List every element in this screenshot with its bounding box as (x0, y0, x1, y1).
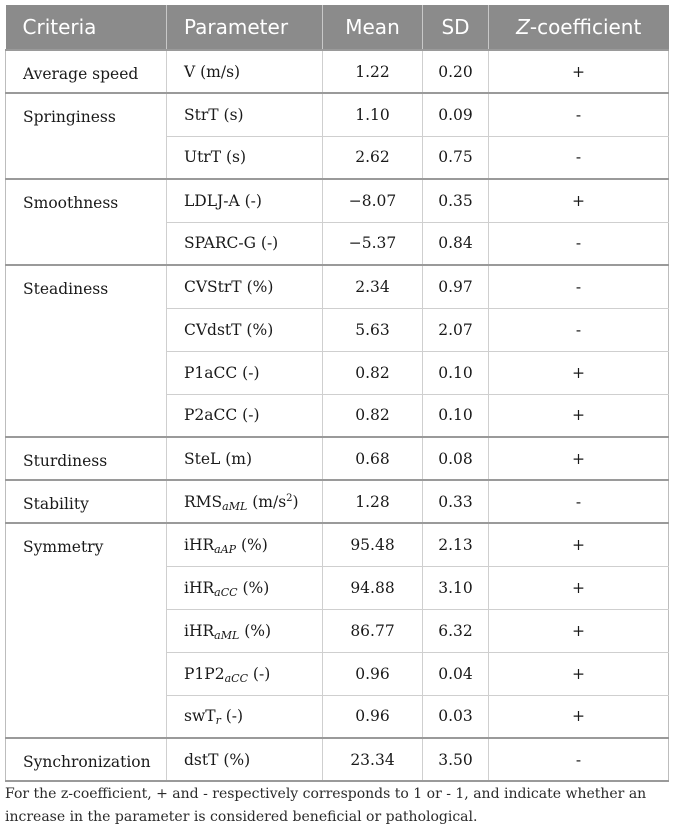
table-header (6, 5, 669, 50)
sd-cell: 2.13 (423, 523, 489, 566)
table-row (6, 93, 669, 136)
parameter-base: iHR (184, 578, 215, 597)
mean-cell: 23.34 (323, 738, 423, 781)
header-row (6, 5, 669, 50)
sd-cell: 3.10 (423, 566, 489, 609)
parameter-sub: r (215, 714, 221, 728)
parameter-cell: V (m/s) (167, 50, 323, 93)
z-coefficient-cell: + (489, 523, 669, 566)
table-row (6, 437, 669, 480)
parameter-cell: CVdstT (%) (167, 308, 323, 351)
header-z-coefficient (489, 5, 669, 50)
sd-cell: 0.09 (423, 93, 489, 136)
z-coefficient-cell: + (489, 50, 669, 93)
parameter-sup: 2 (286, 492, 293, 504)
sd-cell: 0.84 (423, 222, 489, 265)
table-row (6, 179, 669, 222)
table-row (6, 480, 669, 523)
parameter-base: iHR (184, 621, 215, 640)
z-coefficient-cell: - (489, 265, 669, 308)
mean-cell: 2.34 (323, 265, 423, 308)
sd-cell: 0.97 (423, 265, 489, 308)
parameter-tail: (-) (248, 664, 271, 683)
z-coefficient-cell: + (489, 437, 669, 480)
header-parameter: Parameter (167, 5, 323, 50)
header-sd: SD (423, 5, 489, 50)
parameter-cell (167, 566, 323, 609)
mean-cell: −8.07 (323, 179, 423, 222)
mean-cell: 1.10 (323, 93, 423, 136)
criteria-cell: Sturdiness (6, 437, 167, 480)
mean-cell: 0.68 (323, 437, 423, 480)
table-row (6, 50, 669, 93)
parameter-sub: aCC (224, 671, 248, 685)
mean-cell: −5.37 (323, 222, 423, 265)
sd-cell: 3.50 (423, 738, 489, 781)
parameter-cell: P2aCC (-) (167, 394, 323, 437)
z-coefficient-cell: + (489, 351, 669, 394)
z-coefficient-cell: - (489, 308, 669, 351)
parameter-cell: CVStrT (%) (167, 265, 323, 308)
criteria-cell: Synchronization (6, 738, 167, 781)
criteria-cell: Smoothness (6, 179, 167, 265)
parameter-cell: P1aCC (-) (167, 351, 323, 394)
mean-cell: 1.22 (323, 50, 423, 93)
criteria-cell: Springiness (6, 93, 167, 179)
z-coefficient-cell: + (489, 695, 669, 738)
sd-cell: 0.35 (423, 179, 489, 222)
header-criteria: Criteria (6, 5, 167, 50)
header-z-rest: -coefficient (529, 15, 642, 39)
mean-cell: 0.82 (323, 351, 423, 394)
mean-cell: 94.88 (323, 566, 423, 609)
header-mean: Mean (323, 5, 423, 50)
table-row (6, 523, 669, 566)
parameter-cell (167, 523, 323, 566)
z-coefficient-cell: - (489, 738, 669, 781)
z-coefficient-cell: - (489, 93, 669, 136)
parameter-cell: LDLJ-A (-) (167, 179, 323, 222)
parameter-sub: aML (214, 628, 240, 642)
parameter-cell: SPARC-G (-) (167, 222, 323, 265)
mean-cell: 2.62 (323, 136, 423, 179)
z-coefficient-cell: + (489, 394, 669, 437)
sd-cell: 0.03 (423, 695, 489, 738)
parameter-base: swT (184, 707, 216, 726)
sd-cell: 0.10 (423, 394, 489, 437)
parameter-base: P1P2 (184, 664, 225, 683)
z-coefficient-cell: - (489, 480, 669, 523)
parameter-tail: (-) (220, 707, 244, 726)
sd-cell: 0.10 (423, 351, 489, 394)
criteria-cell: Stability (6, 480, 167, 523)
z-coefficient-cell: + (489, 652, 669, 695)
mean-cell: 0.96 (323, 652, 423, 695)
parameter-sub: aCC (214, 585, 238, 599)
mean-cell: 0.96 (323, 695, 423, 738)
parameter-sub: aML (222, 499, 248, 513)
parameter-end: ) (292, 492, 299, 511)
parameter-cell (167, 480, 323, 523)
z-coefficient-cell: - (489, 136, 669, 179)
table-footnote: For the z-coefficient, + and - respectively corresponds to 1 or - 1, and indicate whether an increase in the parameter is considered beneficial or pathological. (5, 786, 647, 825)
data-table (5, 5, 669, 782)
mean-cell: 95.48 (323, 523, 423, 566)
parameter-sub: aAP (214, 542, 237, 556)
parameter-cell (167, 609, 323, 652)
z-coefficient-cell: + (489, 179, 669, 222)
mean-cell: 5.63 (323, 308, 423, 351)
sd-cell: 2.07 (423, 308, 489, 351)
sd-cell: 0.75 (423, 136, 489, 179)
table-body (6, 50, 669, 781)
criteria-cell: Average speed (6, 50, 167, 93)
sd-cell: 0.04 (423, 652, 489, 695)
mean-cell: 86.77 (323, 609, 423, 652)
mean-cell: 1.28 (323, 480, 423, 523)
parameter-tail: (%) (239, 621, 272, 640)
parameter-tail: (%) (237, 578, 270, 597)
mean-cell: 0.82 (323, 394, 423, 437)
sd-cell: 0.33 (423, 480, 489, 523)
z-coefficient-cell: + (489, 566, 669, 609)
sd-cell: 0.20 (423, 50, 489, 93)
z-coefficient-cell: + (489, 609, 669, 652)
parameter-base: RMS (184, 492, 223, 511)
parameter-tail: (m/s (247, 492, 287, 511)
parameter-tail: (%) (236, 535, 268, 554)
parameter-cell: SteL (m) (167, 437, 323, 480)
criteria-cell: Symmetry (6, 523, 167, 738)
parameter-base: iHR (184, 535, 215, 554)
parameter-cell: UtrT (s) (167, 136, 323, 179)
table-row (6, 265, 669, 308)
z-coefficient-cell: - (489, 222, 669, 265)
parameter-cell (167, 652, 323, 695)
sd-cell: 6.32 (423, 609, 489, 652)
header-z-letter: Z (516, 15, 530, 39)
parameter-cell (167, 695, 323, 738)
sd-cell: 0.08 (423, 437, 489, 480)
table-row (6, 738, 669, 781)
parameter-cell: StrT (s) (167, 93, 323, 136)
parameter-cell: dstT (%) (167, 738, 323, 781)
criteria-cell: Steadiness (6, 265, 167, 437)
